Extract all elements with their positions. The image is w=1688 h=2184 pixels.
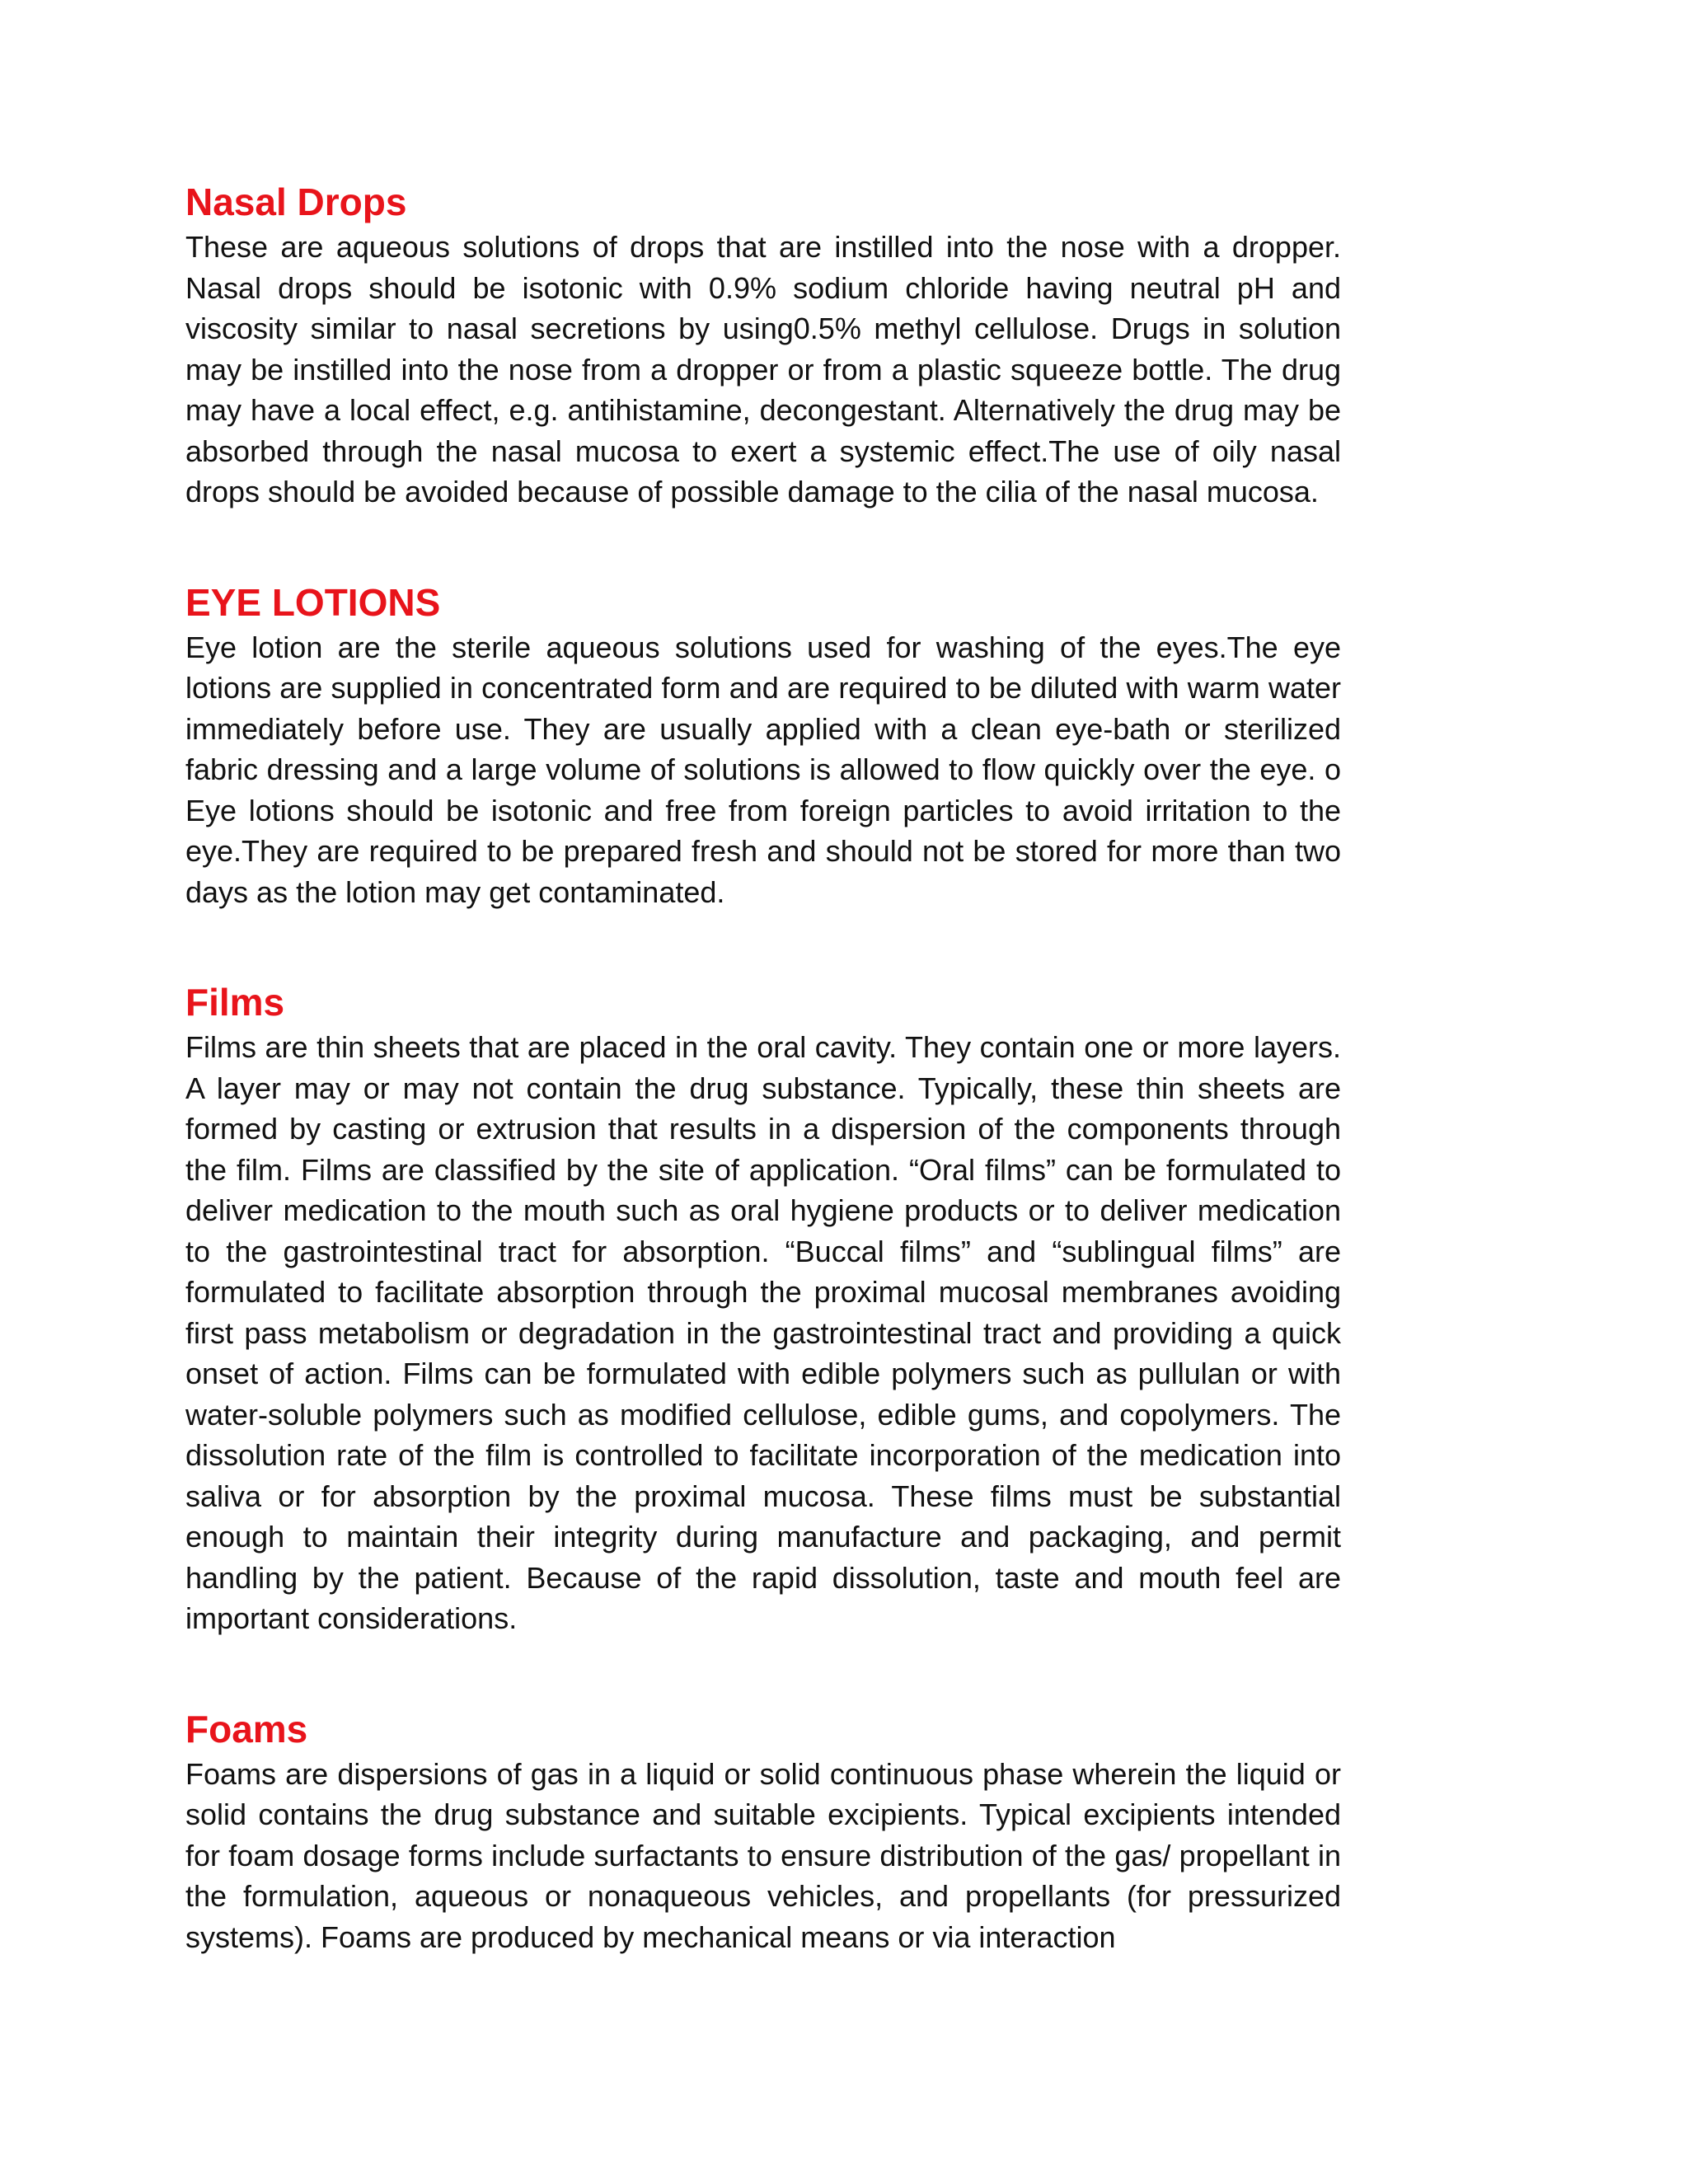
- section-films: [185, 977, 1341, 1639]
- section-title: Nasal Drops: [185, 180, 407, 223]
- section-title: Foams: [185, 1707, 308, 1750]
- section-body: Foams are dispersions of gas in a liquid or solid continuous phase wherein the liquid or solid contains the drug substance and suitable excipients. Typical excipients intended for foam dosage forms include surfactants to ensure distribution of the gas/ propellant in the formulation, aqueous or nonaqueous vehicles, and propellants (for pressurized systems). Foams are produced by mechanical means or via interaction: [185, 1756, 1341, 1954]
- document-page: [185, 177, 1341, 1957]
- section-title: EYE LOTIONS: [185, 580, 441, 624]
- section-nasal-drops: [185, 177, 1341, 513]
- section-body: Eye lotion are the sterile aqueous solutions used for washing of the eyes.The eye lotions are supplied in concentrated form and are required to be diluted with warm water immediately before use. They are usually applied with a clean eye-bath or sterilized fabric dressing and a large volume of solutions is allowed to flow quickly over the eye. o Eye lotions should be isotonic and free from foreign particles to avoid irritation to the eye.They are required to be prepared fresh and should not be stored for more than two days as the lotion may get contaminated.: [185, 630, 1341, 909]
- section-body: These are aqueous solutions of drops that are instilled into the nose with a dropper. Nasal drops should be isotonic with 0.9% sodium chloride having neutral pH and viscosity similar to nasal secretions by using0.5% methyl cellulose. Drugs in solution may be instilled into the nose from a dropper or from a plastic squeeze bottle. The drug may have a local effect, e.g. antihistamine, decongestant. Alternatively the drug may be absorbed through the nasal mucosa to exert a systemic effect.The use of oily nasal drops should be avoided because of possible damage to the cilia of the nasal mucosa.: [185, 230, 1341, 509]
- section-title: Films: [185, 981, 285, 1024]
- section-foams: [185, 1704, 1341, 1958]
- section-body: Films are thin sheets that are placed in the oral cavity. They contain one or more layers. A layer may or may not contain the drug substance. Typically, these thin sheets are formed by casting or extrusion that results in a dispersion of the components through the film. Films are classified by the site of application. “Oral films” can be formulated to deliver medication to the mouth such as oral hygiene products or to deliver medication to the gastrointestinal tract for absorption. “Buccal films” and “sublingual films” are formulated to facilitate absorption through the proximal mucosal membranes avoiding first pass metabolism or degradation in the gastrointestinal tract and providing a quick onset of action. Films can be formulated with edible polymers such as pullulan or with water-soluble polymers such as modified cellulose, edible gums, and copolymers. The dissolution rate of the film is controlled to facilitate incorporation of the medication into saliva or for absorption by the proximal mucosa. These films must be substantial enough to maintain their integrity during manufacture and packaging, and permit handling by the patient. Because of the rapid dissolution, taste and mouth feel are important considerations.: [185, 1030, 1341, 1635]
- section-eye-lotions: [185, 578, 1341, 913]
